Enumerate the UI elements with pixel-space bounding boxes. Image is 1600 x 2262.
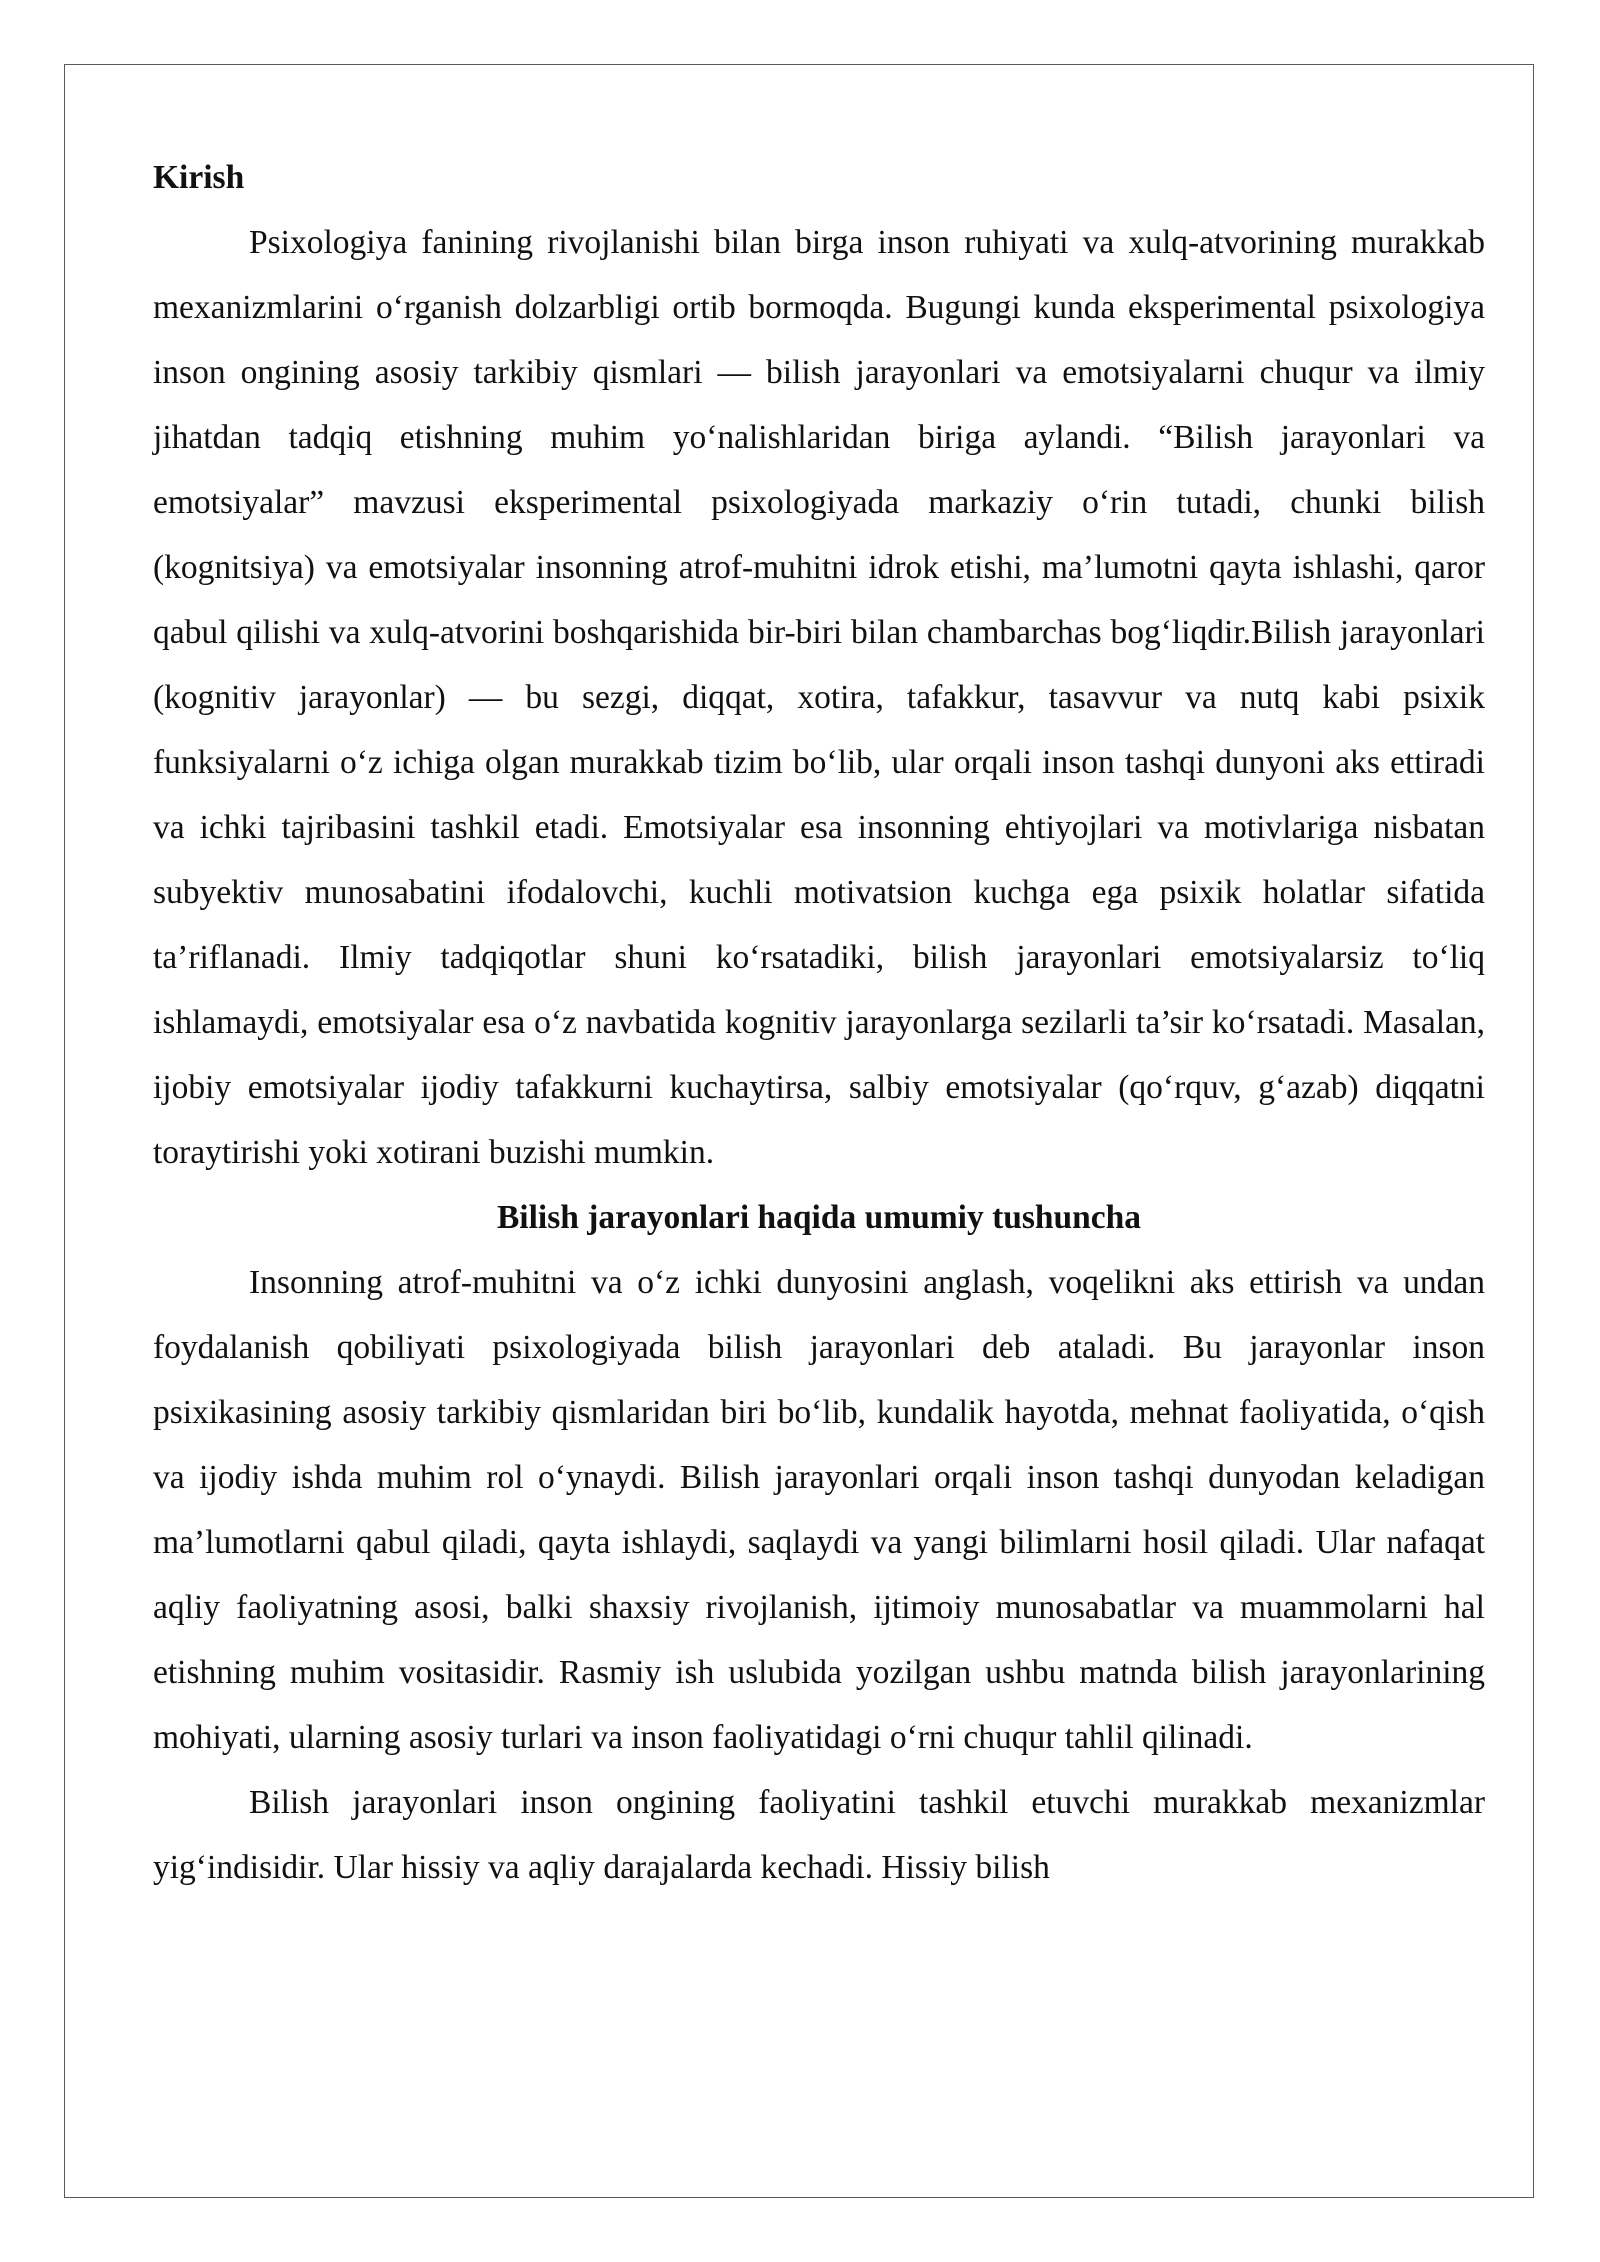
section-paragraph-2: Bilish jarayonlari inson ongining faoliyatini tashkil etuvchi murakkab mexanizmlar yig‘indisidir. Ular hissiy va aqliy darajalarda kechadi. Hissiy bilish: [153, 1784, 1485, 1886]
document-body: [153, 145, 1485, 1900]
heading-intro: Kirish: [153, 159, 245, 196]
section-paragraph-1: Insonning atrof-muhitni va o‘z ichki dunyosini anglash, voqelikni aks ettirish va undan foydalanish qobiliyati psixologiyada bilish jarayonlari deb ataladi. Bu jarayonlar inson psixikasining asosiy tarkibiy qismlaridan biri bo‘lib, kundalik hayotda, mehnat faoliyatida, o‘qish va ijodiy ishda muhim rol o‘ynaydi. Bilish jarayonlari orqali inson tashqi dunyodan keladigan ma’lumotlarni qabul qiladi, qayta ishlaydi, saqlaydi va yangi bilimlarni hosil qiladi. Ular nafaqat aqliy faoliyatning asosi, balki shaxsiy rivojlanish, ijtimoiy munosabatlar va muammolarni hal etishning muhim vositasidir. Rasmiy ish uslubida yozilgan ushbu matnda bilish jarayonlarining mohiyati, ularning asosiy turlari va inson faoliyatidagi o‘rni chuqur tahlil qilinadi.: [153, 1264, 1485, 1756]
heading-section: Bilish jarayonlari haqida umumiy tushuncha: [496, 1199, 1142, 1236]
intro-paragraph: Psixologiya fanining rivojlanishi bilan birga inson ruhiyati va xulq-atvorining murakkab mexanizmlarini o‘rganish dolzarbligi ortib bormoqda. Bugungi kunda eksperimental psixologiya inson ongining asosiy tarkibiy qismlari — bilish jarayonlari va emotsiyalarni chuqur va ilmiy jihatdan tadqiq etishning muhim yo‘nalishlaridan biriga aylandi. “Bilish jarayonlari va emotsiyalar” mavzusi eksperimental psixologiyada markaziy o‘rin tutadi, chunki bilish (kognitsiya) va emotsiyalar insonning atrof-muhitni idrok etishi, ma’lumotni qayta ishlashi, qaror qabul qilishi va xulq-atvorini boshqarishida bir-biri bilan chambarchas bog‘liqdir.Bilish jarayonlari (kognitiv jarayonlar) — bu sezgi, diqqat, xotira, tafakkur, tasavvur va nutq kabi psixik funksiyalarni o‘z ichiga olgan murakkab tizim bo‘lib, ular orqali inson tashqi dunyoni aks ettiradi va ichki tajribasini tashkil etadi. Emotsiyalar esa insonning ehtiyojlari va motivlariga nisbatan subyektiv munosabatini ifodalovchi, kuchli motivatsion kuchga ega psixik holatlar sifatida ta’riflanadi. Ilmiy tadqiqotlar shuni ko‘rsatadiki, bilish jarayonlari emotsiyalarsiz to‘liq ishlamaydi, emotsiyalar esa o‘z navbatida kognitiv jarayonlarga sezilarli ta’sir ko‘rsatadi. Masalan, ijobiy emotsiyalar ijodiy tafakkurni kuchaytirsa, salbiy emotsiyalar (qo‘rquv, g‘azab) diqqatni toraytirishi yoki xotirani buzishi mumkin.: [153, 224, 1485, 1171]
